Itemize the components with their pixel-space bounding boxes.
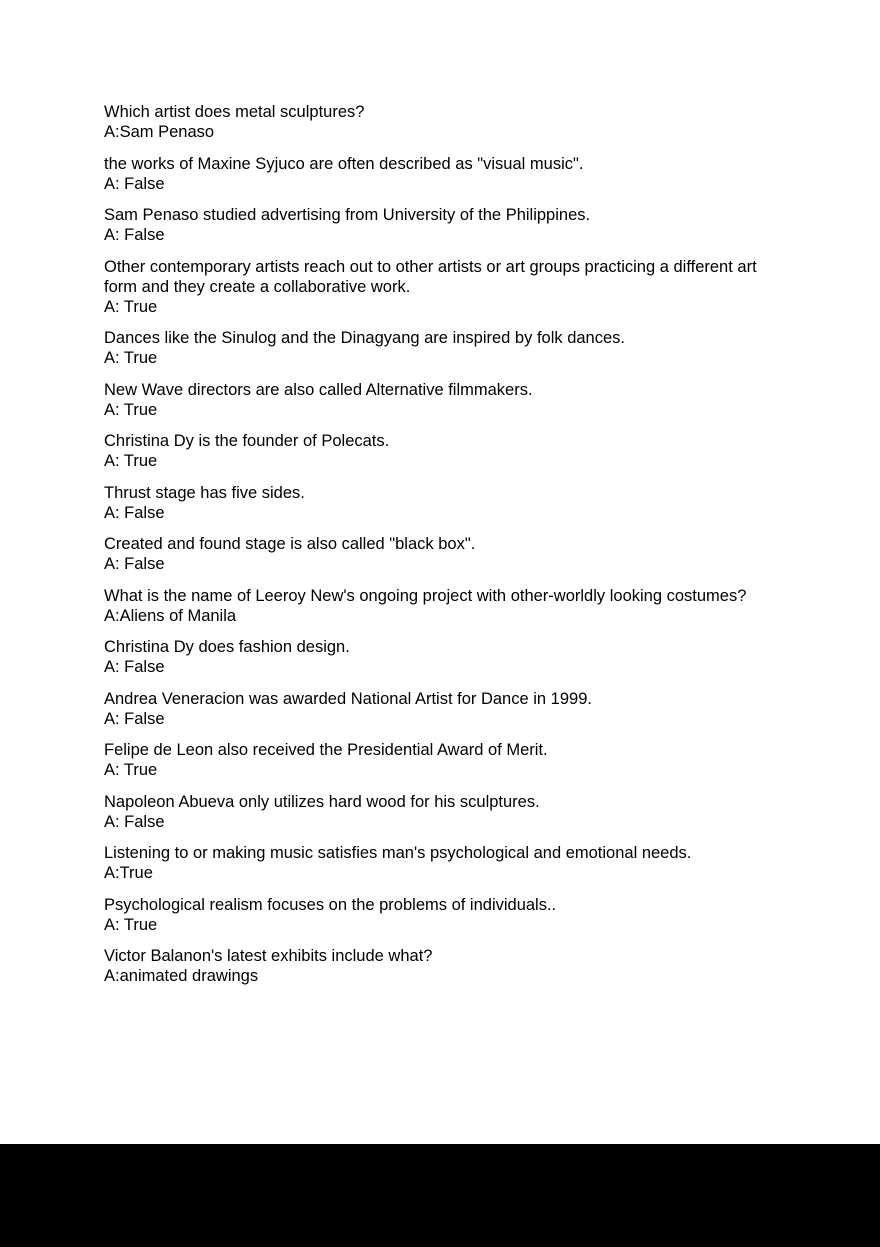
qa-item [104,328,794,368]
qa-list [104,102,794,998]
answer-text: A: True [104,297,158,316]
question-text: Sam Penaso studied advertising from University of the Philippines. [104,206,591,224]
question-text: New Wave directors are also called Alternative filmmakers. [104,380,533,399]
qa-item [104,205,794,245]
answer-text: A: True [104,400,158,419]
answer-text: A: True [104,349,158,367]
qa-item [104,380,794,420]
question-text: Other contemporary artists reach out to other artists or art groups practicing a different art form and they create a collaborative work. [104,257,762,296]
question-text: Thrust stage has five sides. [104,483,305,502]
answer-text: A: True [104,761,158,779]
question-text: Created and found stage is also called "black box". [104,535,476,553]
qa-item [104,689,794,729]
question-text: Christina Dy is the founder of Polecats. [104,432,390,450]
question-text: Andrea Veneracion was awarded National Artist for Dance in 1999. [104,689,592,708]
question-text: Psychological realism focuses on the problems of individuals.. [104,895,557,914]
qa-item [104,534,794,574]
qa-item [104,895,794,935]
answer-text: A: False [104,226,165,244]
bottom-black-band [0,1144,880,1247]
answer-text: A:Sam Penaso [104,123,215,141]
qa-item [104,740,794,780]
qa-item [104,483,794,523]
qa-item [104,637,794,677]
question-text: Which artist does metal sculptures? [104,103,365,121]
answer-text: A:animated drawings [104,967,259,985]
answer-text: A: True [104,452,158,470]
answer-text: A:Aliens of Manila [104,606,237,625]
qa-item [104,843,794,883]
qa-item [104,586,794,626]
question-text: Felipe de Leon also received the Presidential Award of Merit. [104,741,548,759]
question-text: Victor Balanon's latest exhibits include what? [104,947,433,965]
question-text: What is the name of Leeroy New's ongoing project with other-worldly looking costumes? [104,586,747,605]
qa-item [104,792,794,832]
answer-text: A: True [104,915,158,934]
answer-text: A: False [104,555,165,573]
question-text: Napoleon Abueva only utilizes hard wood for his sculptures. [104,792,540,811]
qa-item [104,946,794,986]
question-text: the works of Maxine Syjuco are often described as "visual music". [104,154,584,173]
answer-text: A: False [104,174,165,193]
qa-item [104,431,794,471]
question-text: Listening to or making music satisfies man's psychological and emotional needs. [104,844,692,862]
answer-text: A: False [104,503,165,522]
answer-text: A:True [104,864,153,882]
question-text: Dances like the Sinulog and the Dinagyang are inspired by folk dances. [104,329,625,347]
answer-text: A: False [104,709,165,728]
qa-item [104,257,794,317]
answer-text: A: False [104,658,165,676]
question-text: Christina Dy does fashion design. [104,638,350,656]
qa-item [104,102,794,142]
qa-item [104,154,794,194]
answer-text: A: False [104,812,165,831]
